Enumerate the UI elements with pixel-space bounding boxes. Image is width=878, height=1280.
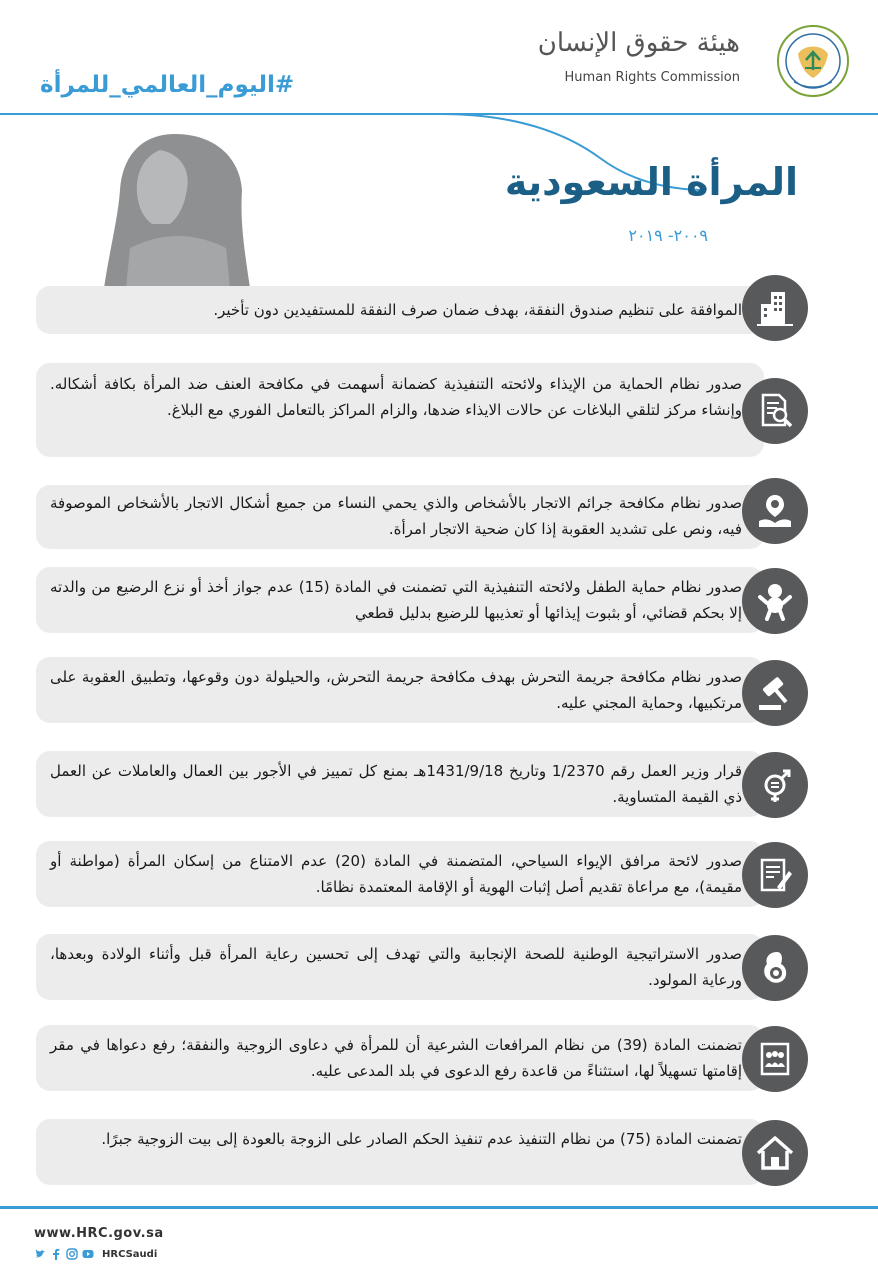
item-text: صدور نظام حماية الطفل ولائحته التنفيذية التي تضمنت في المادة (15) عدم جواز أخذ أو نزع الرضيع من والدته إلا بحكم قضائي، أو بثبوت إيذائها أو تعذيبها للرضيع بدليل قطعي xyxy=(50,578,743,622)
org-name-english: Human Rights Commission xyxy=(564,70,740,85)
year-range: ٢٠٠٩- ٢٠١٩ xyxy=(628,226,708,245)
woman-silhouette-icon xyxy=(100,128,255,288)
item-text: صدور الاستراتيجية الوطنية للصحة الإنجابية والتي تهدف إلى تحسين رعاية المرأة قبل وأثناء الولادة وبعدها، ورعاية المولود. xyxy=(50,945,742,989)
family-frame-icon xyxy=(742,1026,808,1092)
item-text: الموافقة على تنظيم صندوق النفقة، بهدف ضمان صرف النفقة للمستفيدين دون تأخير. xyxy=(213,301,742,319)
social-handle[interactable]: HRCSaudi xyxy=(102,1248,158,1260)
item-text: تضمنت المادة (39) من نظام المرافعات الشرعية أن للمرأة في دعاوى الزوجية والنفقة؛ رفع دعواها في مقر إقامتها تسهيلاً لها، استثناءً من قاعدة رفع الدعوى في بلد المدعى عليه. xyxy=(50,1036,742,1080)
hrc-seal-icon xyxy=(776,24,850,98)
footer-divider xyxy=(0,1206,878,1209)
org-name-arabic: هيئة حقوق الإنسان xyxy=(537,28,740,58)
youtube-icon[interactable] xyxy=(82,1248,94,1260)
protected-person-icon xyxy=(742,478,808,544)
twitter-icon[interactable] xyxy=(34,1248,46,1260)
item-text: صدور نظام مكافحة جرائم الاتجار بالأشخاص والذي يحمي النساء من جميع أشكال الاتجار بالأشخاص الموصوفة فيه، ونص على تشديد العقوبة إذا كان ضحية الاتجار امرأة. xyxy=(50,494,742,538)
house-icon xyxy=(742,1120,808,1186)
website-link[interactable]: www.HRC.gov.sa xyxy=(34,1226,164,1241)
pregnancy-icon xyxy=(742,935,808,1001)
page-title: المرأة السعودية xyxy=(504,160,798,204)
building-icon xyxy=(742,275,808,341)
baby-icon xyxy=(742,568,808,634)
signed-document-icon xyxy=(742,842,808,908)
item-text: صدور نظام الحماية من الإيذاء ولائحته التنفيذية كضمانة أسهمت في مكافحة العنف ضد المرأة بكافة أشكاله. وإنشاء مركز لتلقي البلاغات عن حالات الايذاء ضدها، والزام المراكز بالتعامل الفوري مع البلاغ. xyxy=(50,375,742,419)
item-text: صدور نظام مكافحة جريمة التحرش بهدف مكافحة جريمة التحرش، والحيلولة دون وقوعها، وتطبيق العقوبة على مرتكبيها، وحماية المجني عليه. xyxy=(50,668,742,712)
instagram-icon[interactable] xyxy=(66,1248,78,1260)
item-text: صدور لائحة مرافق الإيواء السياحي، المتضمنة في المادة (20) عدم الامتناع من إسكان المرأة (مواطنة أو مقيمة)، مع مراعاة تقديم أصل إثبات الهوية أو الإقامة المعتمدة نظامًا. xyxy=(50,852,742,896)
facebook-icon[interactable] xyxy=(50,1248,62,1260)
gavel-icon xyxy=(742,660,808,726)
item-text: قرار وزير العمل رقم 1/2370 وتاريخ 1431/9/18هـ بمنع كل تمييز في الأجور بين العمال والعاملات عن العمل ذي القيمة المتساوية. xyxy=(50,762,742,806)
social-links xyxy=(34,1247,157,1261)
document-search-icon xyxy=(742,378,808,444)
hashtag: #اليوم_العالمي_للمرأة xyxy=(40,72,295,98)
gender-equality-icon xyxy=(742,752,808,818)
hrc-logo xyxy=(537,24,850,104)
item-text: تضمنت المادة (75) من نظام التنفيذ عدم تنفيذ الحكم الصادر على الزوجة بالعودة إلى بيت الزوجية جبرًا. xyxy=(101,1130,742,1148)
